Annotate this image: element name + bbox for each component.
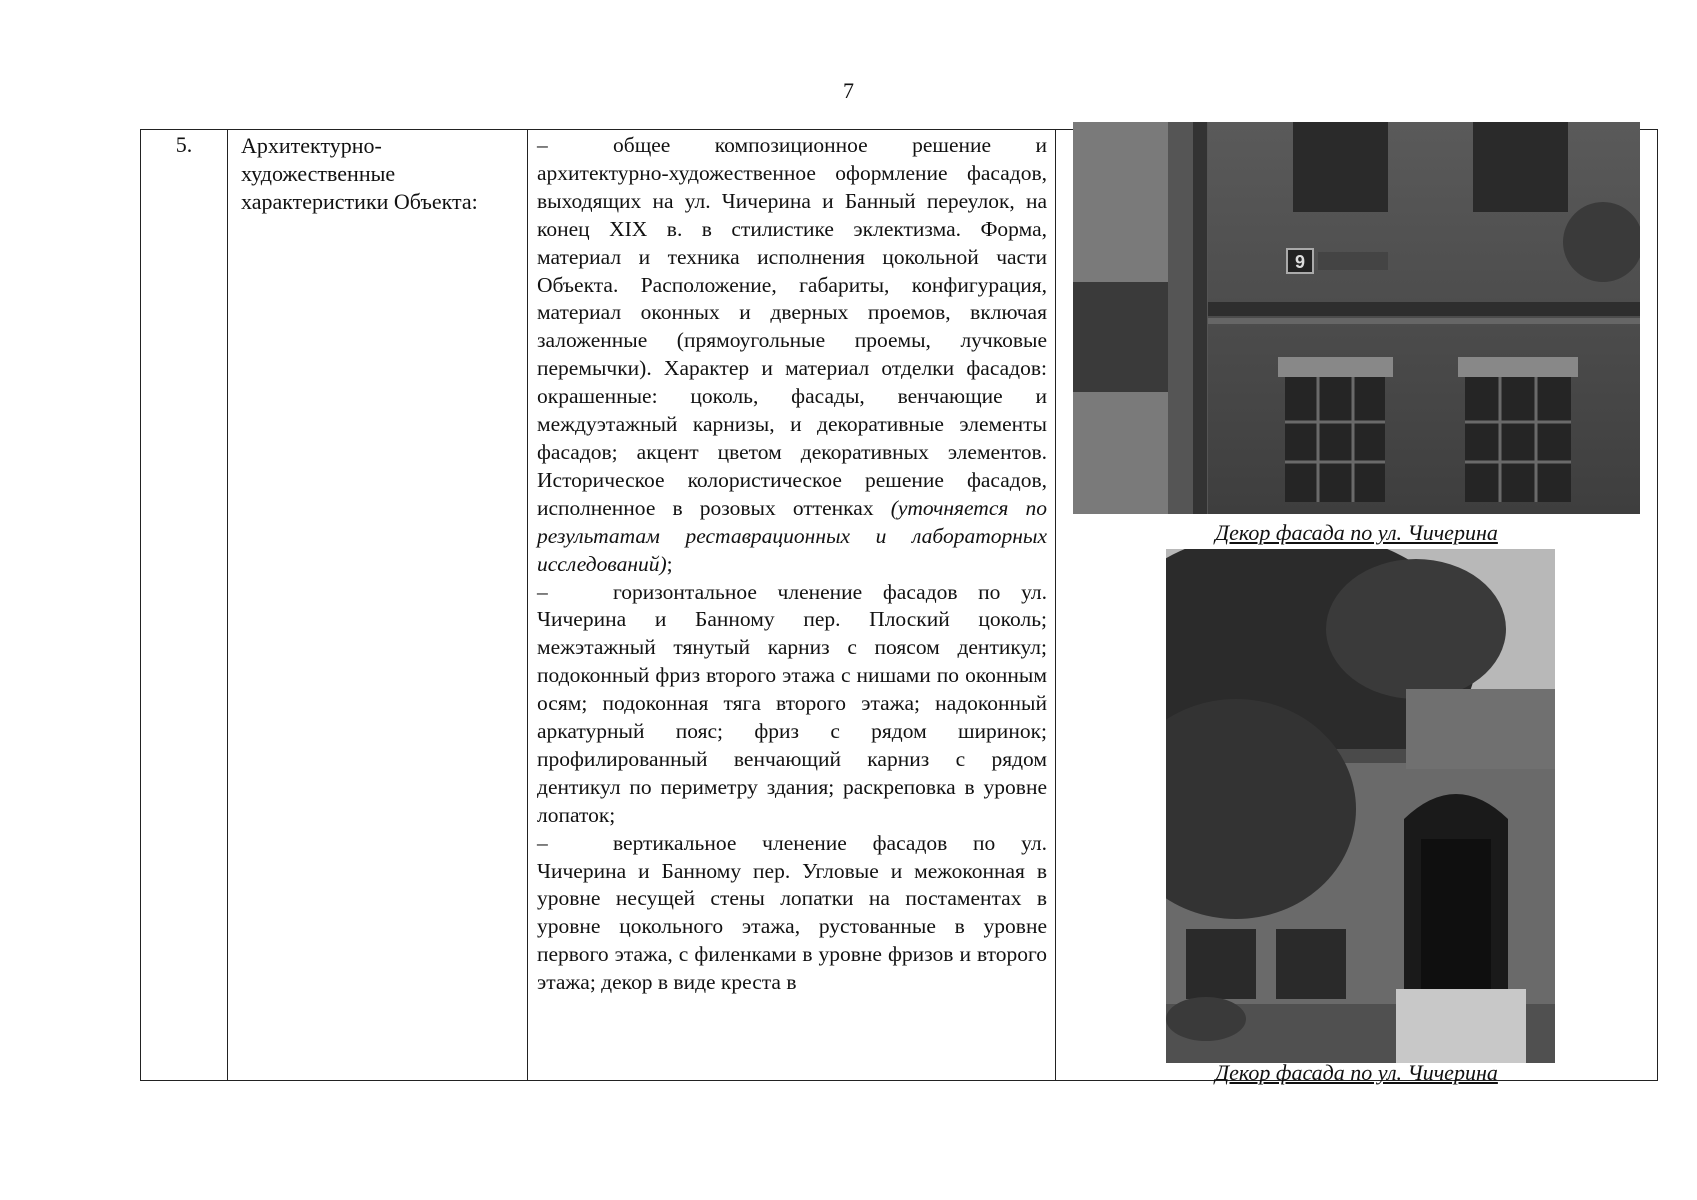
list-dash: – [537,579,548,604]
paragraph-end: ; [666,551,673,576]
photo-caption-1 [1073,520,1640,546]
facade-photo-2-image [1166,549,1555,1063]
facade-photo-2 [1166,549,1555,1063]
page-number: 7 [843,78,854,103]
italic-note: (уточняется по результатам реставрационных и лабораторных исследований) [537,495,1047,576]
row-title: Архитектурно-художественные характеристики Объекта: [241,133,478,214]
attribute-table [140,129,1658,1085]
list-dash: – [537,830,548,855]
paragraph-text: вертикальное членение фасадов по ул. Чичерина и Банному пер. Угловые и межоконная в уровне несущей стены лопатки на постаментах в уровне цокольного этажа, рустованные в уровне первого этажа, с филенками в уровне фризов и второго этажа; декор в виде креста в [537,830,1047,995]
photo-caption-1-text: Декор фасада по ул. Чичерина [1215,520,1498,545]
column-divider [527,130,528,1080]
row-number: 5. [175,132,193,157]
paragraph-composition [537,132,1047,579]
facade-photo-1-image [1073,122,1640,514]
house-number-sign: 9 [1294,252,1306,272]
paragraph-vertical [537,830,1047,997]
column-divider [1055,130,1056,1080]
paragraph-text: общее композиционное решение и архитектурно-художественное оформление фасадов, выходящих на ул. Чичерина и Банный переулок, на конец XIX в. в стилистике эклектизма. Форма, материал и техника исполнения цокольной части Объекта. Расположение, габариты, конфигурация, материал оконных и дверных проемов, включая заложенные (прямоугольные проемы, лучковые перемычки). Характер и материал отделки фасадов: окрашенные: цоколь, фасады, венчающие и междуэтажный карнизы, и декоративные элементы фасадов; акцент цветом декоративных элементов. Историческое колористическое решение фасадов, исполненное в розовых оттенках [537,133,1047,520]
paragraph-horizontal [537,579,1047,830]
photo-caption-2-text: Декор фасада по ул. Чичерина [1215,1060,1498,1085]
photo-caption-2 [1073,1060,1640,1086]
facade-photo-1 [1073,122,1640,514]
column-divider [227,130,228,1080]
list-dash: – [537,133,548,157]
row-description [537,130,1047,997]
paragraph-text: горизонтальное членение фасадов по ул. Чичерина и Банному пер. Плоский цоколь; межэтажный тянутый карниз с поясом дентикул; подоконный фриз второго этажа с нишами по оконным осям; подоконная тяга второго этажа; надоконный аркатурный пояс; фриз с рядом ширинок; профилированный венчающий карниз с рядом дентикул по периметру здания; раскреповка в уровне лопаток; [537,579,1047,827]
